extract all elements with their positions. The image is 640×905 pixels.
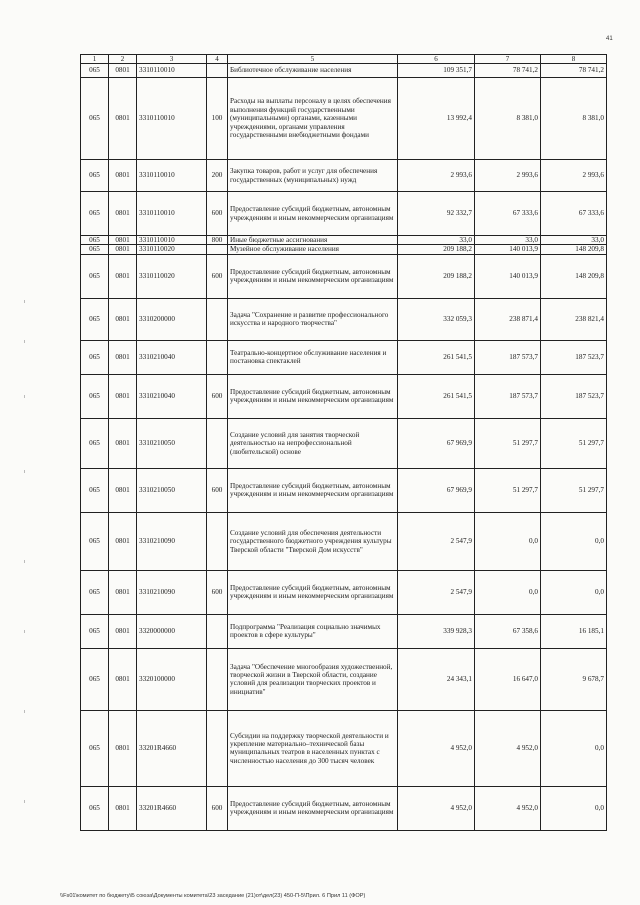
table-cell-c5: Задача "Обеспечение многообразия художественной, творческой жизни в Тверской области, создание условий для реализации творческих проектов и инициатив" [228, 648, 398, 710]
table-cell-c4 [207, 340, 228, 374]
table-cell-c5: Предоставление субсидий бюджетным, автономным учреждениям и иным некоммерческим организациям [228, 468, 398, 512]
table-cell-c4: 800 [207, 236, 228, 245]
table-cell-c7: 238 871,4 [475, 298, 541, 340]
table-cell-c2: 0801 [109, 512, 137, 570]
table-cell-c5: Театрально-концертное обслуживание населения и постановка спектаклей [228, 340, 398, 374]
table-cell-c7: 51 297,7 [475, 418, 541, 468]
header-cell: 6 [398, 55, 475, 64]
table-cell-c5: Расходы на выплаты персоналу в целях обеспечения выполнения функций государственными (муниципальными) органами, казенными учреждениями, органами управления государственными внебюджетными фондами [228, 78, 398, 160]
header-cell: 7 [475, 55, 541, 64]
table-row [81, 64, 607, 78]
table-cell-c3: 3310110010 [137, 64, 207, 78]
table-cell-c5: Субсидии на поддержку творческой деятельности и укрепление материально–технической базы муниципальных театров в населенных пунктах с численностью населения до 300 тысяч человек [228, 710, 398, 786]
table-cell-c7: 0,0 [475, 570, 541, 614]
table-cell-c6: 67 969,9 [398, 468, 475, 512]
table-cell-c2: 0801 [109, 418, 137, 468]
table-row [81, 648, 607, 710]
table-cell-c6: 92 332,7 [398, 192, 475, 236]
table-cell-c4: 600 [207, 374, 228, 418]
table-cell-c5: Предоставление субсидий бюджетным, автономным учреждениям и иным некоммерческим организациям [228, 786, 398, 830]
table-cell-c6: 261 541,5 [398, 374, 475, 418]
table-cell-c7: 140 013,9 [475, 254, 541, 298]
table-cell-c3: 3310110020 [137, 245, 207, 254]
table-cell-c3: 3310210040 [137, 340, 207, 374]
header-cell: 2 [109, 55, 137, 64]
table-cell-c7: 187 573,7 [475, 340, 541, 374]
table-cell-c5: Закупка товаров, работ и услуг для обеспечения государственных (муниципальных) нужд [228, 160, 398, 192]
table-cell-c2: 0801 [109, 710, 137, 786]
table-cell-c8: 187 523,7 [541, 340, 607, 374]
header-cell: 4 [207, 55, 228, 64]
table-cell-c3: 3310110010 [137, 236, 207, 245]
table-cell-c7: 4 952,0 [475, 786, 541, 830]
table-row [81, 340, 607, 374]
table-cell-c2: 0801 [109, 468, 137, 512]
table-cell-c1: 065 [81, 786, 109, 830]
table-row [81, 570, 607, 614]
header-cell: 8 [541, 55, 607, 64]
table-cell-c1: 065 [81, 468, 109, 512]
table-cell-c1: 065 [81, 340, 109, 374]
table-cell-c1: 065 [81, 512, 109, 570]
table-cell-c1: 065 [81, 78, 109, 160]
table-cell-c6: 33,0 [398, 236, 475, 245]
table-row [81, 512, 607, 570]
table-cell-c6: 67 969,9 [398, 418, 475, 468]
table-cell-c6: 339 928,3 [398, 614, 475, 648]
table-cell-c6: 13 992,4 [398, 78, 475, 160]
header-cell: 3 [137, 55, 207, 64]
table-cell-c4 [207, 245, 228, 254]
table-cell-c4 [207, 298, 228, 340]
table-cell-c4 [207, 64, 228, 78]
scan-edge-marks [24, 300, 26, 860]
table-cell-c6: 209 188,2 [398, 245, 475, 254]
table-cell-c5: Предоставление субсидий бюджетным, автономным учреждениям и иным некоммерческим организациям [228, 254, 398, 298]
table-cell-c3: 3320000000 [137, 614, 207, 648]
table-cell-c5: Музейное обслуживание населения [228, 245, 398, 254]
file-path-footer: \\Fs01\комитет по бюджету\Б союза\Документы комитета\23 заседание (21)от\дел(23) 450-П-5\Прил. 6 Прил 11 (ФОР) [60, 893, 366, 899]
table-body [81, 64, 607, 831]
table-cell-c3: 3310210090 [137, 512, 207, 570]
table-cell-c8: 148 209,8 [541, 245, 607, 254]
table-cell-c8: 78 741,2 [541, 64, 607, 78]
table-cell-c5: Задача "Сохранение и развитие профессионального искусства и народного творчества" [228, 298, 398, 340]
table-cell-c5: Библиотечное обслуживание населения [228, 64, 398, 78]
table-cell-c6: 332 059,3 [398, 298, 475, 340]
table-cell-c7: 16 647,0 [475, 648, 541, 710]
table-cell-c7: 51 297,7 [475, 468, 541, 512]
table-cell-c2: 0801 [109, 570, 137, 614]
table-cell-c5: Предоставление субсидий бюджетным, автономным учреждениям и иным некоммерческим организациям [228, 192, 398, 236]
table-cell-c2: 0801 [109, 340, 137, 374]
table-cell-c1: 065 [81, 192, 109, 236]
table-cell-c4 [207, 418, 228, 468]
table-cell-c4: 600 [207, 786, 228, 830]
table-row [81, 160, 607, 192]
table-cell-c7: 4 952,0 [475, 710, 541, 786]
table-cell-c7: 67 358,6 [475, 614, 541, 648]
table-cell-c6: 4 952,0 [398, 710, 475, 786]
table-cell-c8: 67 333,6 [541, 192, 607, 236]
table-cell-c7: 33,0 [475, 236, 541, 245]
table-cell-c1: 065 [81, 418, 109, 468]
table-cell-c8: 148 209,8 [541, 254, 607, 298]
table-cell-c7: 0,0 [475, 512, 541, 570]
table-cell-c3: 3310210050 [137, 468, 207, 512]
table-cell-c2: 0801 [109, 78, 137, 160]
table-cell-c5: Подпрограмма "Реализация социально значимых проектов в сфере культуры" [228, 614, 398, 648]
table-cell-c3: 33201R4660 [137, 710, 207, 786]
table-row [81, 236, 607, 245]
table-cell-c3: 3310110010 [137, 160, 207, 192]
table-cell-c2: 0801 [109, 192, 137, 236]
table-cell-c4: 600 [207, 570, 228, 614]
table-cell-c8: 51 297,7 [541, 418, 607, 468]
table-cell-c7: 187 573,7 [475, 374, 541, 418]
table-cell-c3: 3320100000 [137, 648, 207, 710]
table-cell-c4 [207, 512, 228, 570]
table-cell-c3: 3310200000 [137, 298, 207, 340]
table-cell-c8: 238 821,4 [541, 298, 607, 340]
table-cell-c2: 0801 [109, 245, 137, 254]
table-cell-c1: 065 [81, 64, 109, 78]
table-cell-c7: 8 381,0 [475, 78, 541, 160]
table-cell-c4: 100 [207, 78, 228, 160]
table-row [81, 254, 607, 298]
table-cell-c8: 9 678,7 [541, 648, 607, 710]
header-cell: 5 [228, 55, 398, 64]
table-cell-c8: 187 523,7 [541, 374, 607, 418]
table-cell-c3: 3310210040 [137, 374, 207, 418]
table-cell-c6: 2 547,9 [398, 512, 475, 570]
table-cell-c1: 065 [81, 298, 109, 340]
table-row [81, 418, 607, 468]
header-cell: 1 [81, 55, 109, 64]
table-cell-c4 [207, 648, 228, 710]
table-cell-c6: 24 343,1 [398, 648, 475, 710]
table-cell-c2: 0801 [109, 298, 137, 340]
table-cell-c4 [207, 614, 228, 648]
table-cell-c3: 3310110020 [137, 254, 207, 298]
table-cell-c6: 4 952,0 [398, 786, 475, 830]
table-cell-c6: 209 188,2 [398, 254, 475, 298]
table-cell-c7: 140 013,9 [475, 245, 541, 254]
table-cell-c2: 0801 [109, 160, 137, 192]
budget-table [80, 54, 607, 831]
table-cell-c8: 0,0 [541, 570, 607, 614]
table-row [81, 468, 607, 512]
table-cell-c5: Предоставление субсидий бюджетным, автономным учреждениям и иным некоммерческим организациям [228, 374, 398, 418]
table-cell-c3: 33201R4660 [137, 786, 207, 830]
table-cell-c3: 3310210090 [137, 570, 207, 614]
table-cell-c8: 0,0 [541, 710, 607, 786]
table-cell-c8: 16 185,1 [541, 614, 607, 648]
table-cell-c2: 0801 [109, 786, 137, 830]
table-cell-c4: 600 [207, 254, 228, 298]
table-cell-c8: 51 297,7 [541, 468, 607, 512]
table-row [81, 245, 607, 254]
table-row [81, 192, 607, 236]
table-cell-c8: 2 993,6 [541, 160, 607, 192]
table-cell-c1: 065 [81, 254, 109, 298]
table-cell-c6: 2 547,9 [398, 570, 475, 614]
table-cell-c5: Иные бюджетные ассигнования [228, 236, 398, 245]
table-cell-c4: 600 [207, 192, 228, 236]
table-cell-c1: 065 [81, 710, 109, 786]
table-cell-c3: 3310110010 [137, 192, 207, 236]
table-cell-c7: 2 993,6 [475, 160, 541, 192]
table-cell-c1: 065 [81, 160, 109, 192]
table-cell-c1: 065 [81, 236, 109, 245]
table-header-row [81, 55, 607, 64]
table-cell-c4: 200 [207, 160, 228, 192]
table-cell-c1: 065 [81, 374, 109, 418]
table-cell-c6: 109 351,7 [398, 64, 475, 78]
table-cell-c7: 78 741,2 [475, 64, 541, 78]
table-row [81, 298, 607, 340]
table-cell-c5: Создание условий для обеспечения деятельности государственного бюджетного учреждения культуры Тверской области "Тверской Дом искусств" [228, 512, 398, 570]
table-row [81, 786, 607, 830]
table-cell-c2: 0801 [109, 374, 137, 418]
table-cell-c2: 0801 [109, 64, 137, 78]
table-cell-c8: 0,0 [541, 512, 607, 570]
table-cell-c3: 3310110010 [137, 78, 207, 160]
table-cell-c6: 261 541,5 [398, 340, 475, 374]
table-cell-c5: Создание условий для занятия творческой деятельностью на непрофессиональной (любительской) основе [228, 418, 398, 468]
table-cell-c2: 0801 [109, 648, 137, 710]
table-cell-c8: 0,0 [541, 786, 607, 830]
table-cell-c2: 0801 [109, 236, 137, 245]
table-cell-c4 [207, 710, 228, 786]
table-cell-c8: 33,0 [541, 236, 607, 245]
table-row [81, 614, 607, 648]
page-number: 41 [606, 36, 613, 42]
table-cell-c8: 8 381,0 [541, 78, 607, 160]
table-cell-c1: 065 [81, 245, 109, 254]
table-cell-c1: 065 [81, 570, 109, 614]
table-cell-c7: 67 333,6 [475, 192, 541, 236]
table-cell-c3: 3310210050 [137, 418, 207, 468]
table-cell-c2: 0801 [109, 614, 137, 648]
table-row [81, 78, 607, 160]
table-cell-c1: 065 [81, 648, 109, 710]
table-cell-c5: Предоставление субсидий бюджетным, автономным учреждениям и иным некоммерческим организациям [228, 570, 398, 614]
table-row [81, 374, 607, 418]
table-cell-c2: 0801 [109, 254, 137, 298]
table-row [81, 710, 607, 786]
table-cell-c4: 600 [207, 468, 228, 512]
table-cell-c1: 065 [81, 614, 109, 648]
table-cell-c6: 2 993,6 [398, 160, 475, 192]
